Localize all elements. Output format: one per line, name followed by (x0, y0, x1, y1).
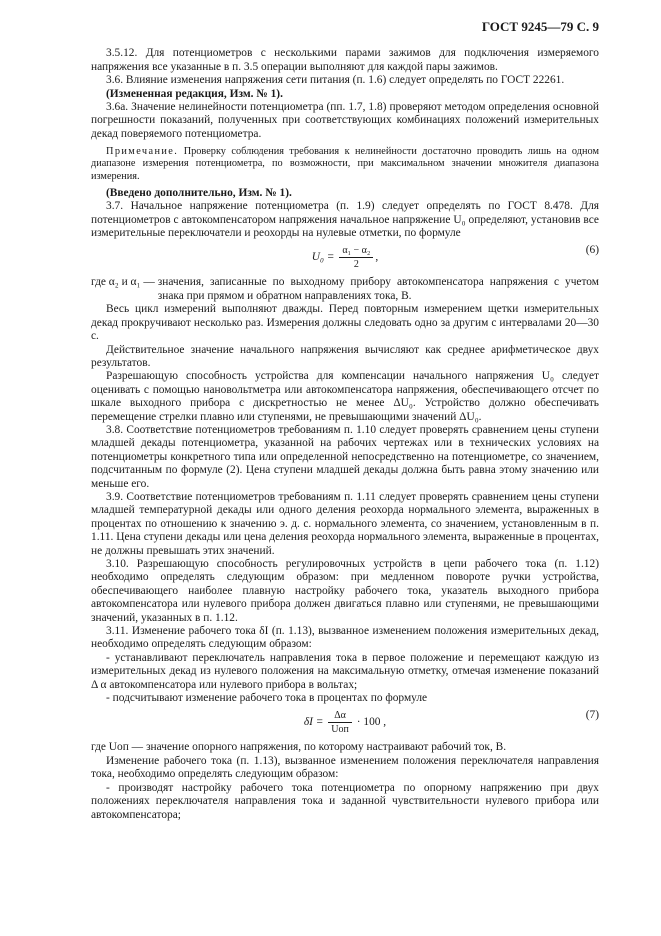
equation-7-numerator: Δα (328, 710, 352, 723)
paragraph-resolution: Разрешающую способность устройства для компенсации начального напряжения U₀ следует оценивать с помощью нановольтметра или автокомпенсатора напряжения, обеспечивающего отсчет по шкале выходного прибора с дискретностью не менее ΔU₀. Устройство должно обеспечивать перемещение стрелки плавно или ступенями, не превышающими значений ΔU₀. (91, 370, 599, 423)
paragraph-3-9: 3.9. Соответствие потенциометров требованиям п. 1.11 следует проверять сравнением цены ступени младшей температурной декады или одного деления реохорда нормального элемента, выраженных в процентах по отношению к значению э. д. с. нормального элемента, со значением, установленным в п. 1.11. Цена ступени декады или цена деления реохорда нормального элемента, выраженные в процентах, не должны превышать этих значений. (91, 490, 599, 557)
note (91, 146, 599, 183)
document-page (91, 20, 599, 822)
equation-7-denominator: Uоп (331, 724, 349, 736)
equation-7 (91, 708, 599, 738)
equation-6-denominator: 2 (353, 259, 359, 271)
note-label: Примечание. (106, 146, 179, 158)
equation-7-number: (7) (585, 709, 599, 722)
paragraph-average: Действительное значение начального напряжения вычисляют как среднее арифметическое двух результатов. (91, 343, 599, 369)
where-6 (91, 276, 599, 303)
equation-7-lhs: δI = (303, 716, 324, 729)
paragraph-3-6a: 3.6а. Значение нелинейности потенциометра (пп. 1.7, 1.8) проверяют методом определения основной погрешности показаний, полученных при соответствующих комбинациях положений измерительных декад поверяемого потенциометра. (91, 101, 599, 140)
equation-6-number: (6) (585, 244, 599, 257)
paragraph-3-8: 3.8. Соответствие потенциометров требованиям п. 1.10 следует проверять сравнением цены ступени младшей декады потенциометра, указанной на рабочих чертежах или в технических условиях на потенциометры конкретного типа или определенной непосредственно на потенциометре, со значением, подсчитанным по формуле (2). Цена ступени младшей декады должна быть равна этому значению или меньше его. (91, 423, 599, 490)
equation-6-tail: , (375, 251, 379, 264)
edit-note-3-6: (Измененная редакция, Изм. № 1). (106, 87, 283, 100)
paragraph-3-10: 3.10. Разрешающую способность регулировочных устройств в цепи рабочего тока (п. 1.12) необходимо определять следующим образом: при медленном повороте ручки устройства, обеспечивающего наиболее плавную настройку рабочего тока, указатель выходного прибора автокомпенсатора или нулевого прибора должен двигаться плавно или ступенями, не превышающими значений, указанных в п. 1.12. (91, 558, 599, 624)
where-7-text: значение опорного напряжения, по которому настраивают рабочий ток, В. (146, 741, 507, 754)
equation-6 (91, 243, 599, 273)
equation-6-lhs: U₀ = (311, 251, 335, 264)
equation-7-tail: · 100 , (356, 716, 387, 729)
paragraph-cycle: Весь цикл измерений выполняют дважды. Перед повторным измерением щетки измерительных декад прокручивают несколько раз. Измерения должны следовать одно за другим с интервалами 20—30 с. (91, 303, 599, 343)
paragraph-3-6: 3.6. Влияние изменения напряжения сети питания (п. 1.6) следует определять по ГОСТ 22261. (106, 74, 565, 87)
where-7 (91, 741, 599, 754)
list-item-calculate: - подсчитывают изменение рабочего тока в процентах по формуле (106, 692, 428, 705)
paragraph-3-7: 3.7. Начальное напряжение потенциометра (п. 1.9) следует определять по ГОСТ 8.478. Для потенциометров с автокомпенсатором напряжения начальное напряжение U₀ определяют, установив все измерительные переключатели и реохорды на нулевые отметки, по формуле (91, 200, 599, 240)
equation-7-fraction (328, 710, 352, 735)
paragraph-current-change: Изменение рабочего тока (п. 1.13), вызванное изменением положения переключателя направления тока, необходимо определять следующим образом: (91, 754, 599, 781)
where-6-text: значения, записанные по выходному прибору автокомпенсатора напряжения с учетом знака при прямом и обратном направлениях тока, В. (157, 276, 599, 302)
introduced-note: (Введено дополнительно, Изм. № 1). (106, 186, 292, 199)
where-7-label: где Uоп — (91, 741, 144, 754)
where-6-label: где α₂ и α₁ — (91, 276, 155, 289)
paragraph-3-5-12: 3.5.12. Для потенциометров с несколькими парами зажимов для подключения измеряемого напряжения все указанные в п. 3.5 операции выполняют для каждой пары зажимов. (91, 47, 599, 73)
paragraph-3-11: 3.11. Изменение рабочего тока δI (п. 1.13), вызванное изменением положения измерительных декад, необходимо определять следующим образом: (91, 625, 599, 651)
list-item-set-switch: - устанавливают переключатель направления тока в первое положение и перемещают каждую из измерительных декад из нулевого положения на максимальную отметку, отмечая изменение показаний Δ α автокомпенсатора или нулевого прибора в вольтах; (91, 651, 599, 691)
page-header: ГОСТ 9245—79 С. 9 (481, 19, 599, 34)
equation-6-fraction (339, 245, 373, 270)
list-item-tune-current: - производят настройку рабочего тока потенциометра по опорному напряжению при двух положениях переключателя направления тока и заданной чувствительности нулевого прибора или автокомпенсатора; (91, 781, 599, 821)
note-text: Проверку соблюдения требования к нелинейности достаточно проводить лишь на одном диапазоне измерения потенциометра, по возможности, при максимальном значении множителя диапазона измерения. (91, 146, 600, 182)
equation-6-numerator: α₁ − α₂ (339, 245, 373, 258)
